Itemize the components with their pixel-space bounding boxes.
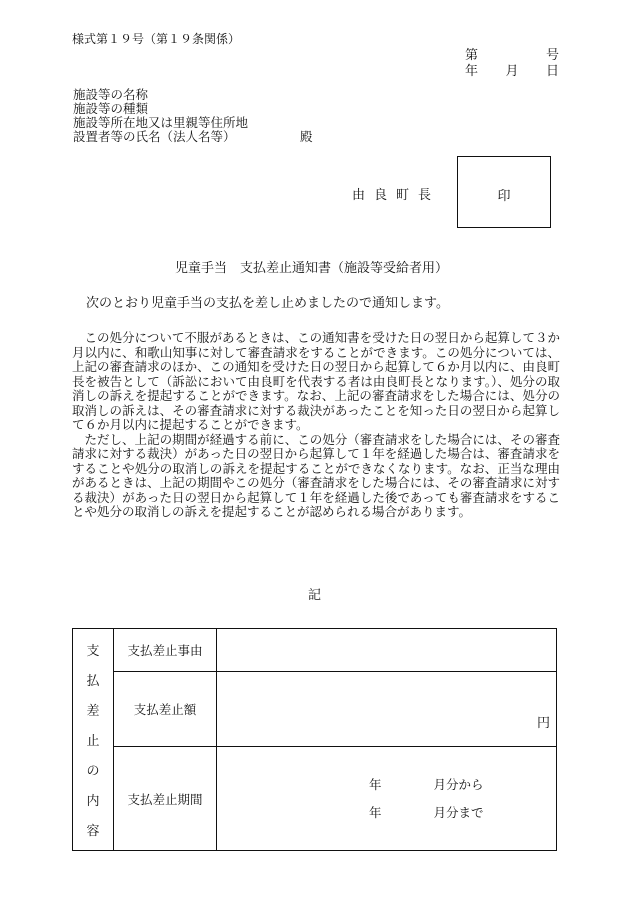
number-prefix: 第 — [465, 48, 479, 63]
period-to-year: 年 — [369, 805, 382, 820]
group-label-char: 内 — [86, 794, 100, 809]
group-label-char: 容 — [86, 824, 100, 839]
recipient-owner-name-label: 設置者等の氏名（法人名等） — [73, 129, 236, 144]
appeal-paragraph-1: この処分について不服があるときは、この通知書を受けた日の翌日から起算して３か月以内に、和歌山知事に対して審査請求をすることができます。この処分については、上記の審査請求のほか、この通知を受けた日の翌日から起算して６か月以内に、由良町長を被告として（訴訟において由良町を代表する者は由良町長となります。）、処分の取消しの訴えを提起することができます。なお、上記の審査請求をした場合には、処分の取消しの訴えは、その審査請求に対する裁決があったことを知った日の翌日から起算して６か月以内に提起することができます。 — [72, 330, 560, 432]
group-label-vertical — [73, 640, 113, 839]
group-label-cell — [73, 629, 114, 851]
issuer-name: 由良町長 — [352, 188, 441, 203]
recipient-facility-name-label: 施設等の名称 — [73, 87, 149, 102]
recipient-facility-type-label: 施設等の種類 — [73, 101, 149, 116]
group-label-char: 止 — [86, 734, 100, 749]
recipient-block — [73, 88, 248, 144]
period-from-month: 月分から — [433, 777, 484, 792]
amount-unit: 円 — [536, 716, 550, 731]
recipient-address-label: 施設等所在地又は里親等住所地 — [73, 115, 249, 130]
issue-date-line — [465, 60, 559, 79]
date-month: 月 — [505, 64, 519, 79]
reason-label: 支払差止事由 — [114, 629, 217, 672]
detail-table — [72, 628, 557, 851]
period-to-line — [369, 803, 484, 821]
number-suffix: 号 — [545, 48, 559, 63]
form-number: 様式第１９号（第１９条関係） — [72, 32, 241, 46]
amount-label: 支払差止額 — [114, 672, 217, 747]
lead-sentence: 次のとおり児童手当の支払を差し止めましたので通知します。 — [86, 296, 449, 311]
group-label-char: の — [86, 764, 100, 779]
document-title: 児童手当 支払差止通知書（施設等受給者用） — [175, 261, 449, 276]
group-label-char: 差 — [86, 704, 100, 719]
date-year: 年 — [465, 64, 479, 79]
seal-box — [457, 156, 551, 228]
ki-heading: 記 — [308, 588, 322, 603]
recipient-honorific: 殿 — [300, 129, 313, 144]
period-label: 支払差止期間 — [114, 747, 217, 851]
seal-mark: 印 — [497, 189, 511, 204]
appeal-paragraph-2: ただし、上記の期間が経過する前に、この処分（審査請求をした場合には、その審査請求に対する裁決）があった日の翌日から起算して１年を経過した場合は、審査請求をすることや処分の取消しの訴えを提起することができなくなります。なお、正当な理由があるときは、上記の期間やこの処分（審査請求をした場合には、その審査請求に対する裁決）があった日の翌日から起算して１年を経過した後であっても審査請求をすることや処分の取消しの訴えを提起することが認められる場合があります。 — [72, 431, 560, 519]
period-value-field[interactable] — [217, 747, 557, 851]
period-from-line — [369, 775, 484, 793]
group-label-char: 払 — [86, 674, 100, 689]
date-day: 日 — [545, 64, 559, 79]
appeal-notice — [72, 331, 560, 520]
amount-value-field[interactable] — [217, 672, 557, 747]
group-label-char: 支 — [86, 644, 100, 659]
reason-value-field[interactable] — [217, 629, 557, 672]
period-to-month: 月分まで — [433, 805, 484, 820]
period-from-year: 年 — [369, 777, 382, 792]
